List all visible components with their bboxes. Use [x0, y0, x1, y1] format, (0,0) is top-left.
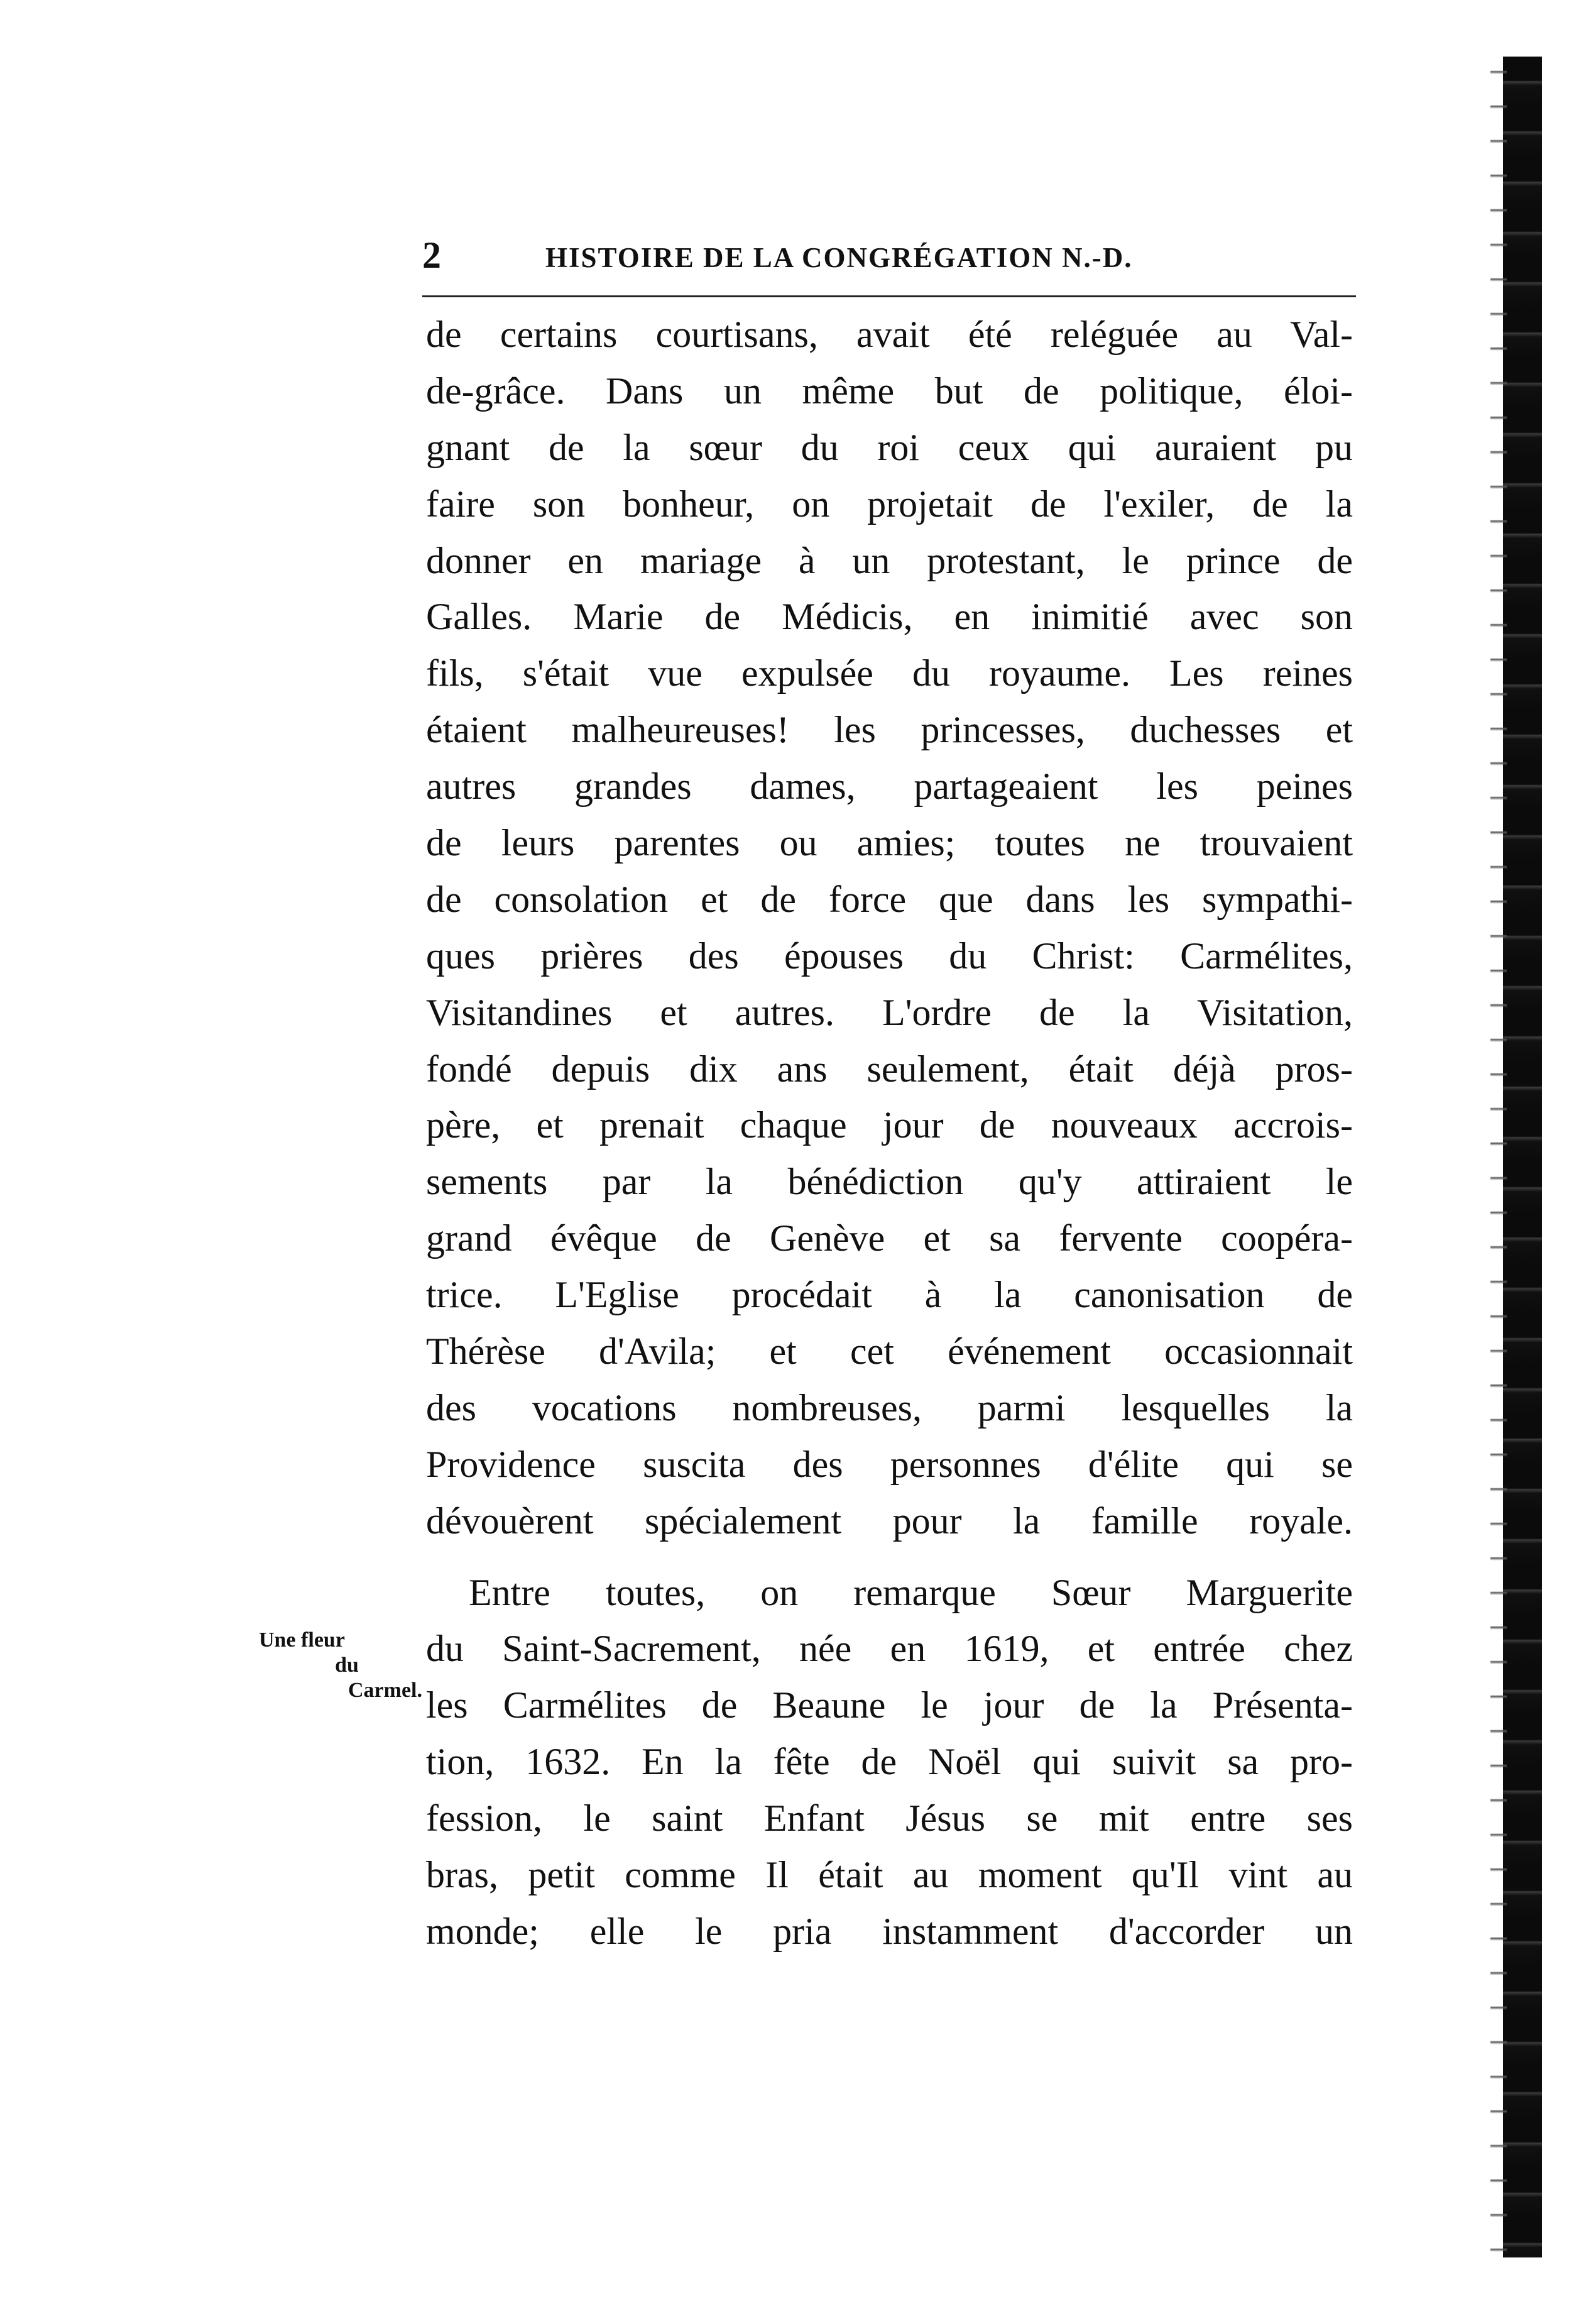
text-line: donner en mariage à un protestant, le prince de [426, 539, 1353, 581]
paragraph-2 [426, 1565, 1353, 1960]
text-line: Thérèse d'Avila; et cet événement occasionnait [426, 1330, 1353, 1373]
text-line: fils, s'était vue expulsée du royaume. Les reines [426, 652, 1353, 694]
text-line: autres grandes dames, partageaient les peines [426, 765, 1353, 808]
text-line: grand évêque de Genève et sa fervente coopéra- [426, 1217, 1353, 1259]
text-line: de leurs parentes ou amies; toutes ne trouvaient [426, 822, 1353, 864]
text-line: fondé depuis dix ans seulement, était déjà pros- [426, 1048, 1353, 1090]
text-line: faire son bonheur, on projetait de l'exiler, de la [426, 483, 1353, 525]
text-line: monde; elle le pria instamment d'accorder un [426, 1910, 1353, 1952]
text-line: dévouèrent spécialement pour la famille royale. [426, 1500, 1353, 1542]
text-line: père, et prenait chaque jour de nouveaux accrois- [426, 1104, 1353, 1146]
text-line: du Saint-Sacrement, née en 1619, et entrée chez [426, 1628, 1353, 1670]
text-line: fession, le saint Enfant Jésus se mit entre ses [426, 1797, 1353, 1840]
text-line: trice. L'Eglise procédait à la canonisation de [426, 1274, 1353, 1316]
text-line: sements par la bénédiction qu'y attiraient le [426, 1161, 1353, 1203]
text-line: les Carmélites de Beaune le jour de la Présenta- [426, 1684, 1353, 1726]
page-header [422, 233, 1356, 297]
margin-note-line: Une fleur [259, 1628, 345, 1652]
text-line: Visitandines et autres. L'ordre de la Visitation, [426, 991, 1353, 1033]
text-line: ques prières des épouses du Christ: Carmélites, [426, 935, 1353, 977]
text-line: de certains courtisans, avait été reléguée au Val- [426, 314, 1353, 355]
margin-note [259, 1628, 422, 1703]
text-line: de-grâce. Dans un même but de politique, éloi- [426, 370, 1353, 412]
text-line: tion, 1632. En la fête de Noël qui suivit sa pro- [426, 1741, 1353, 1783]
margin-note-line: Carmel. [347, 1679, 422, 1702]
page-number: 2 [422, 234, 441, 276]
running-title: HISTOIRE DE LA CONGRÉGATION N.-D. [545, 242, 1133, 273]
text-line: Providence suscita des personnes d'élite qui se [426, 1443, 1353, 1485]
text-line: Galles. Marie de Médicis, en inimitié avec son [426, 596, 1353, 638]
text-line: gnant de la sœur du roi ceux qui auraient pu [426, 426, 1353, 468]
margin-note-line: du [335, 1654, 359, 1677]
scan-edge-shadow [1503, 57, 1542, 2257]
body-text [426, 307, 1353, 1960]
text-line: de consolation et de force que dans les sympathi- [426, 878, 1353, 920]
text-line: des vocations nombreuses, parmi lesquelles la [426, 1386, 1353, 1429]
paragraph-1 [426, 307, 1353, 1550]
text-line: bras, petit comme Il était au moment qu'Il vint au [426, 1854, 1353, 1896]
text-line: étaient malheureuses! les princesses, duchesses et [426, 709, 1353, 751]
text-line: Entre toutes, on remarque Sœur Marguerite [469, 1571, 1353, 1613]
